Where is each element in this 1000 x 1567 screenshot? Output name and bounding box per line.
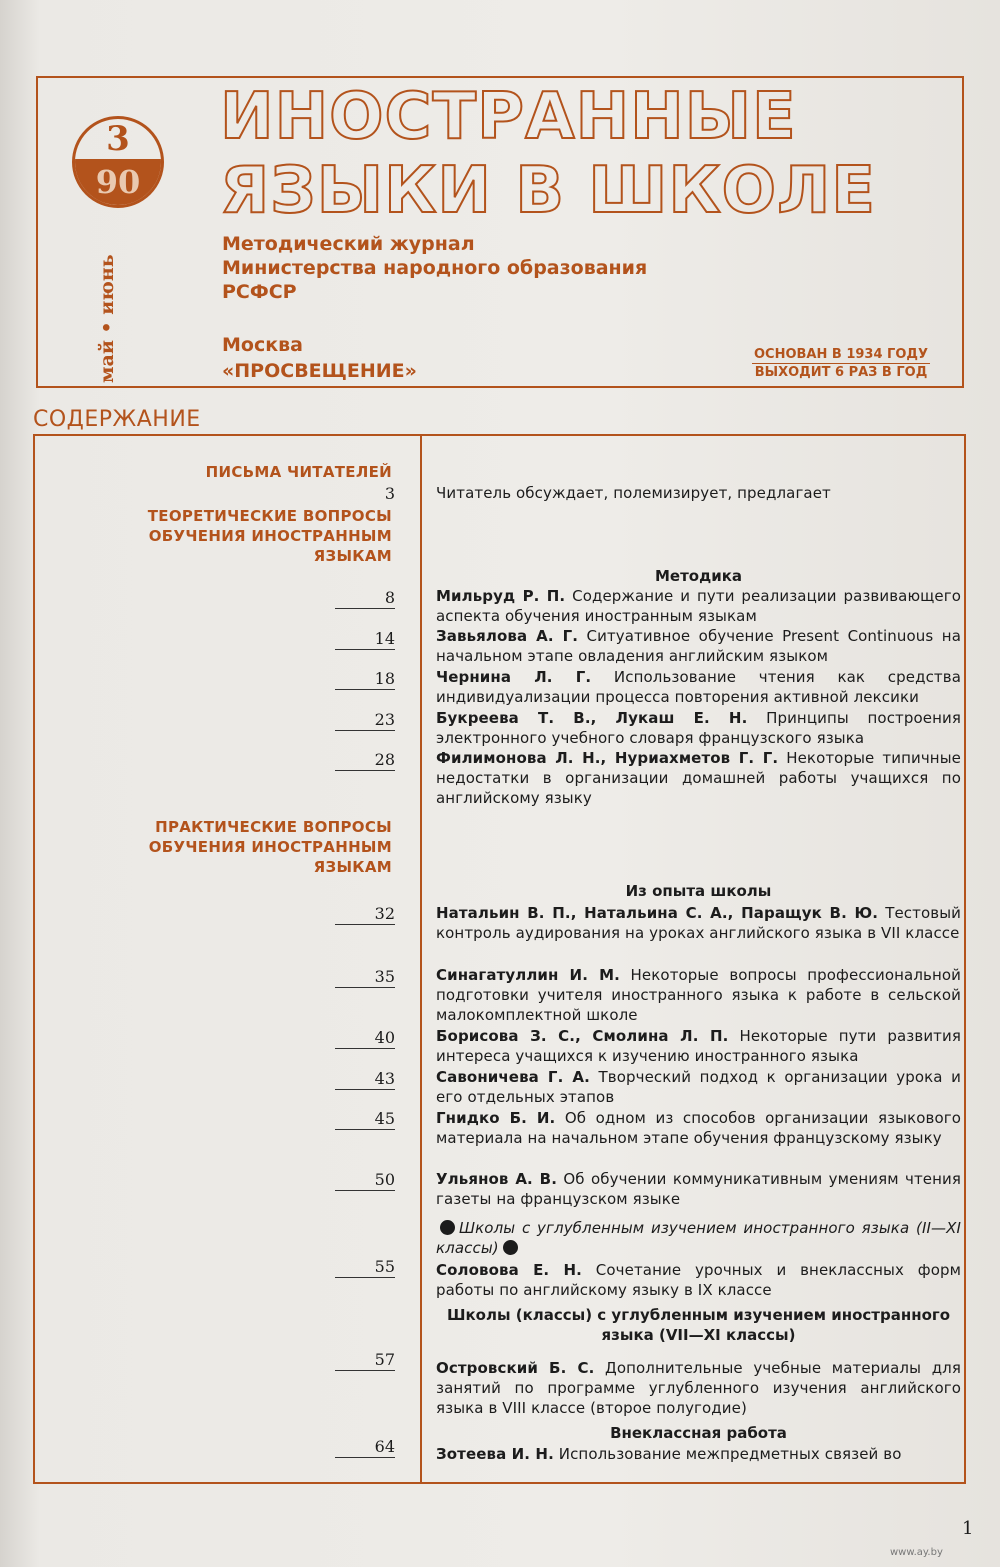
toc-subrubric <box>436 1218 961 1258</box>
section-line: ЯЗЫКАМ <box>313 858 392 876</box>
issue-number: 3 <box>106 118 130 159</box>
page-number: 55 <box>335 1258 395 1278</box>
entry-title: Творческий подход к организации урока и его отдельных этапов <box>436 1068 961 1106</box>
subtitle-line: Методический журнал <box>222 233 475 255</box>
entry-author: Завьялова А. Г. <box>436 627 579 645</box>
toc-entry <box>436 667 961 707</box>
page-number: 57 <box>335 1351 395 1371</box>
entry-title: Тестовый контроль аудирования на уроках английского языка в VII классе <box>436 904 961 942</box>
issue-months: май • июнь <box>96 254 118 383</box>
page-number: 40 <box>335 1029 395 1049</box>
masthead <box>36 76 964 388</box>
entry-title: Об одном из способов организации языкового материала на начальном этапе обучения французскому языку <box>436 1109 962 1147</box>
founded-year: ОСНОВАН В 1934 ГОДУ <box>754 347 928 362</box>
toc-entry <box>436 1260 961 1300</box>
bullet-dot-icon <box>440 1220 455 1235</box>
toc-entry <box>436 965 961 1025</box>
page-number: 14 <box>335 630 395 650</box>
entry-author: Ульянов А. В. <box>436 1170 558 1188</box>
entry-author: Зотеева И. Н. <box>436 1445 554 1463</box>
entry-author: Гнидко Б. И. <box>436 1109 556 1127</box>
city: Москва <box>222 334 303 356</box>
entry-title: Сочетание урочных и внеклассных форм работы по английскому языку в IX классе <box>436 1261 962 1299</box>
issue-badge <box>72 116 164 208</box>
entry-title: Ситуативное обучение Present Continuous на начальном этапе овладения английским языком <box>436 627 961 665</box>
page-number: 32 <box>335 905 395 925</box>
journal-subtitle <box>222 232 647 304</box>
entry-title: Некоторые типичные недостатки в организации домашней работы учащихся по английскому языку <box>436 749 961 807</box>
rubric-school-experience: Из опыта школы <box>625 882 772 900</box>
toc-entry <box>436 708 961 748</box>
section-line: ТЕОРЕТИЧЕСКИЕ ВОПРОСЫ <box>147 507 392 525</box>
publisher-info <box>222 332 417 384</box>
rubric-line: Школы (классы) с углубленным изучением иностранного <box>446 1306 951 1324</box>
toc-entry <box>436 1108 961 1148</box>
entry-title: Использование чтения как средства индивидуализации процесса повторения активной лексики <box>436 668 961 706</box>
bullet-dot-icon <box>503 1240 518 1255</box>
entry-author: Натальин В. П., Натальина С. А., Паращук В. Ю. <box>436 904 879 922</box>
page-number: 45 <box>335 1110 395 1130</box>
toc-entry <box>436 1067 961 1107</box>
page-number: 35 <box>335 968 395 988</box>
rubric-advanced-schools <box>436 1305 961 1345</box>
toc-entry <box>436 1169 961 1209</box>
subtitle-line: РСФСР <box>222 281 297 303</box>
entry-author: Островский Б. С. <box>436 1359 595 1377</box>
section-line: ОБУЧЕНИЯ ИНОСТРАННЫМ <box>148 838 392 856</box>
publication-frequency: ВЫХОДИТ 6 РАЗ В ГОД <box>754 365 928 380</box>
page-number: 28 <box>335 751 395 771</box>
entry-title: Использование межпредметных связей во <box>558 1445 902 1463</box>
journal-title-line1: ИНОСТРАННЫЕ <box>220 80 797 154</box>
founded-info <box>752 346 930 381</box>
toc-entry <box>436 1358 961 1418</box>
entry-title: Принципы построения электронного учебного словаря французского языка <box>436 709 961 747</box>
page-number: 23 <box>335 711 395 731</box>
section-letters: ПИСЬМА ЧИТАТЕЛЕЙ <box>205 463 392 481</box>
entry-title: Об обучении коммуникативным умениям чтения газеты на французском языке <box>436 1170 961 1208</box>
entry-title: Некоторые пути развития интереса учащихся к изучению иностранного языка <box>436 1027 961 1065</box>
subtitle-line: Министерства народного образования <box>222 257 648 279</box>
entry-author: Соловова Е. Н. <box>436 1261 582 1279</box>
page-number: 3 <box>384 484 395 503</box>
entry-author: Савоничева Г. А. <box>436 1068 590 1086</box>
journal-title-line2: ЯЗЫКИ В ШКОЛЕ <box>220 154 876 228</box>
table-of-contents <box>33 434 966 1484</box>
entry-author: Мильруд Р. П. <box>436 587 566 605</box>
rubric-extracurricular: Внеклассная работа <box>610 1424 787 1442</box>
watermark: www.ay.by <box>890 1547 943 1558</box>
toc-entry <box>436 586 961 626</box>
section-line: ПРАКТИЧЕСКИЕ ВОПРОСЫ <box>155 818 392 836</box>
toc-entry <box>436 483 961 503</box>
entry-author: Филимонова Л. Н., Нуриахметов Г. Г. <box>436 749 779 767</box>
page-number: 8 <box>335 589 395 609</box>
page-number: 43 <box>335 1070 395 1090</box>
column-divider <box>420 436 422 1482</box>
section-theory <box>148 506 392 566</box>
entry-title: Содержание и пути реализации развивающего аспекта обучения иностранным языкам <box>436 587 962 625</box>
publisher: «ПРОСВЕЩЕНИЕ» <box>222 360 417 382</box>
rubric-line: языка (VII—XI классы) <box>601 1326 796 1344</box>
page-number: 64 <box>335 1438 395 1458</box>
toc-entry <box>436 748 961 808</box>
contents-heading: СОДЕРЖАНИЕ <box>33 407 201 432</box>
section-line: ОБУЧЕНИЯ ИНОСТРАННЫМ <box>148 527 392 545</box>
entry-title: Дополнительные учебные материалы для занятий по программе углубленного изучения английского языка в VIII классе (второе полугодие) <box>436 1359 961 1417</box>
entry-author: Букреева Т. В., Лукаш Е. Н. <box>436 709 748 727</box>
toc-entry <box>436 1444 961 1464</box>
entry-author: Борисова З. С., Смолина Л. П. <box>436 1027 729 1045</box>
page-folio: 1 <box>962 1518 974 1539</box>
rubric-methodology: Методика <box>654 567 743 585</box>
section-practice <box>149 817 392 877</box>
toc-entry <box>436 903 961 943</box>
entry-author: Синагатуллин И. М. <box>436 966 620 984</box>
subrubric-title: Школы с углубленным изучением иностранного языка (II—XI классы) <box>436 1219 961 1257</box>
issue-year: 90 <box>75 159 161 205</box>
page-number: 18 <box>335 670 395 690</box>
toc-entry <box>436 1026 961 1066</box>
section-line: ЯЗЫКАМ <box>313 547 392 565</box>
toc-entry <box>436 626 961 666</box>
entry-author: Чернина Л. Г. <box>436 668 592 686</box>
entry-title: Читатель обсуждает, полемизирует, предлагает <box>436 484 831 502</box>
journal-title <box>220 80 950 228</box>
page-number: 50 <box>335 1171 395 1191</box>
entry-title: Некоторые вопросы профессиональной подготовки учителя иностранного языка к работе в сельской малокомплектной школе <box>436 966 961 1024</box>
